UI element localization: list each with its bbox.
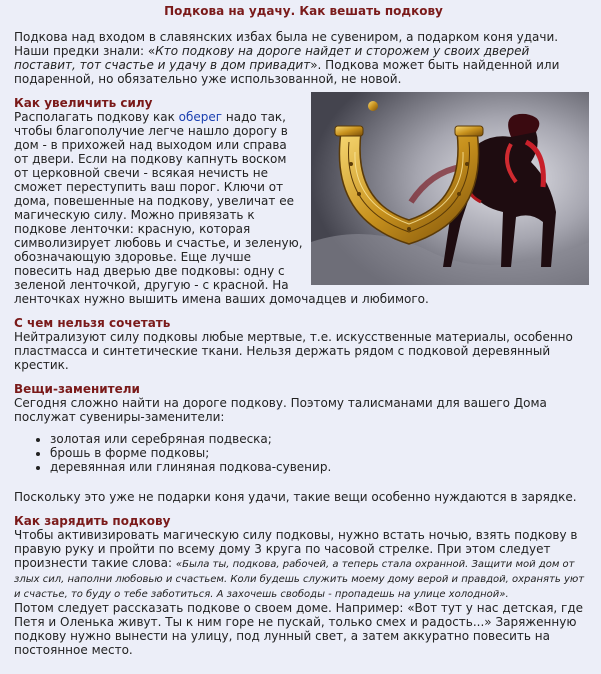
intro-text-start: Подкова над входом в славянских избах была не сувениром, а подарком коня удачи. Наши предки знали: «: [14, 30, 559, 58]
section-heading: Как зарядить подкову: [14, 514, 171, 528]
section-note: Поскольку это уже не подарки коня удачи, такие вещи особенно нуждаются в зарядке.: [14, 490, 577, 504]
section-text-continued: Потом следует рассказать подкове о своем доме. Например: «Вот тут у нас детская, где Петя и Оленька живут. Ты к ним горе не пускай, только смех и радость...» Заряженную подкову нужно вынести на улицу, под лунный свет, а затем аккуратно повесить на постоянное место.: [14, 601, 584, 657]
section-text: Нейтрализуют силу подковы любые мертвые, т.е. искусственные материалы, особенно пластмасса и синтетические ткани. Нельзя держать рядом с подковой деревянный крестик.: [14, 330, 573, 372]
section-incompatible: [14, 316, 593, 372]
horseshoe-horse-image: [311, 92, 589, 285]
list-item: • брошь в форме подковы;: [50, 446, 593, 460]
section-text: Сегодня сложно найти на дороге подкову. Поэтому талисманами для вашего Дома послужат сувениры-заменители:: [14, 396, 547, 424]
section-text-end: надо так, чтобы благополучие легче нашло дорогу в дом - в прихожей над выходом или справа от двери. Если на подкову капнуть воском от церковной свечи - всякая нечисть не сможет переступить ваш порог. Ключи от дома, повешенные на подкову, увеличат ее магическую силу. Можно привязать к подкове ленточки: красную, которая символизирует любовь и счастье, и зеленую, обозначающую здоровье. Еще лучше повесить над дверью две подковы: одну с зеленой ленточкой, другую - с красной. На ленточках нужно вышить имена ваших домочадцев и любимого.: [14, 110, 429, 306]
intro-text-end: ». Подкова может быть найденной или подаренной, но обязательно уже использованной, не новой.: [14, 58, 560, 86]
section-text-start: Чтобы активизировать магическую силу подковы, нужно встать ночью, взять подкову в правую руку и пройти по всему дому 3 круга по часовой стрелке. При этом следует произнести такие слова:: [14, 528, 578, 570]
section-charge: [14, 514, 593, 657]
section-text-start: Располагать подкову как: [14, 110, 179, 124]
page-title: Подкова на удачу. Как вешать подкову: [164, 4, 443, 18]
intro-paragraph: [14, 30, 593, 86]
section-heading: С чем нельзя сочетать: [14, 316, 171, 330]
spell-quote: «Была ты, подкова, рабочей, а теперь стала охранной. Защити мой дом от злых сил, наполни любовью и счастьем. Коли будешь служить моему дому верой и правдой, охранять уют и счастье, то буду о тебе заботиться. А захочешь свободы - пропадешь на улице холодной».: [14, 559, 585, 600]
horseshoe-horse-illustration: [311, 92, 589, 285]
list-item: • деревянная или глиняная подкова-сувенир.: [50, 460, 593, 474]
amulet-link[interactable]: оберег: [178, 110, 223, 124]
section-text: [14, 528, 593, 601]
section-heading: Вещи-заменители: [14, 382, 140, 396]
list-item: • золотая или серебряная подвеска;: [50, 432, 593, 446]
section-heading: Как увеличить силу: [14, 96, 153, 110]
intro-quote: Кто подкову на дороге найдет и сторожем у своих дверей поставит, тот счастье и удачу в дом привадит: [14, 44, 530, 72]
section-substitutes: [14, 382, 593, 504]
substitutes-list: [14, 432, 593, 474]
